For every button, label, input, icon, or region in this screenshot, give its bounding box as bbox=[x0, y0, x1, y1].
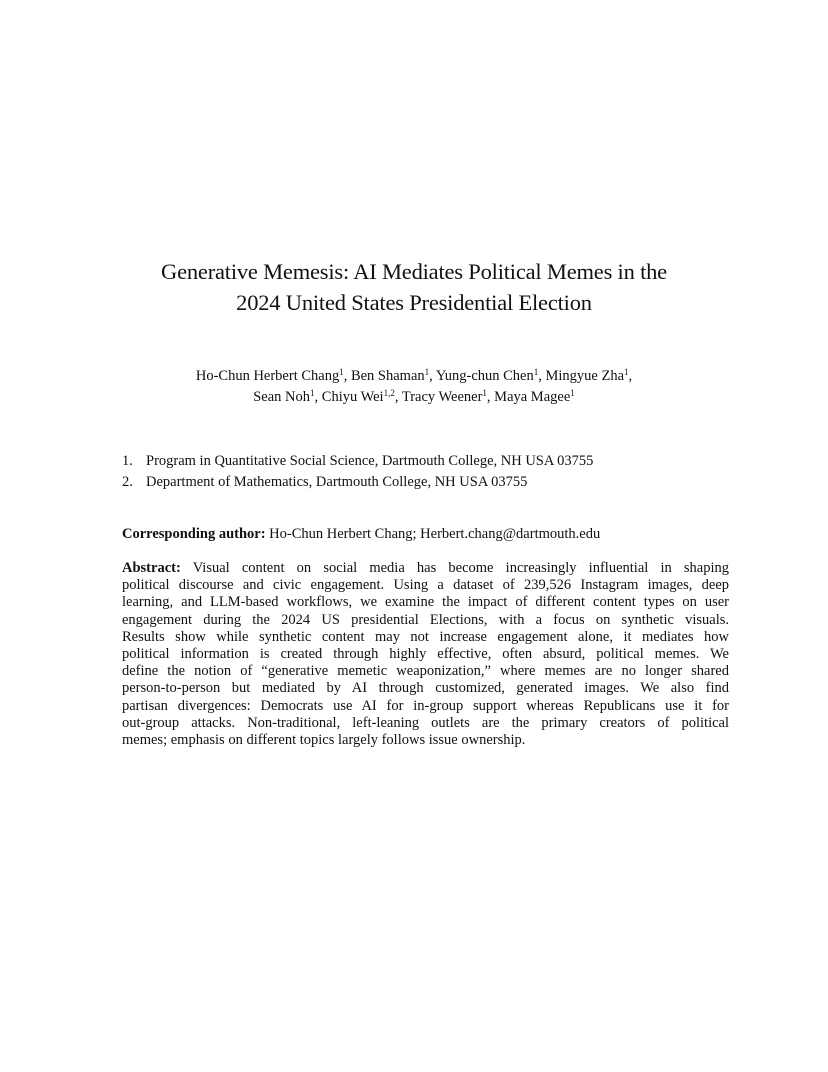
author: Maya Magee$^1$ bbox=[494, 388, 575, 405]
abstract-line: person-to-person but mediated by AI through customized, generated images. We also find bbox=[122, 680, 729, 697]
abstract-line: define the notion of “generative memetic weaponization,” where memes are no longer shared bbox=[122, 663, 729, 680]
author: Mingyue Zha$^1$, bbox=[545, 367, 633, 384]
title-line-2: 2024 United States Presidential Election bbox=[236, 290, 592, 315]
abstract-line: out-group attacks. Non-traditional, left-leaning outlets are the primary creators of political bbox=[122, 714, 729, 731]
abstract-line: partisan divergences: Democrats use AI for in-group support whereas Republicans use it for bbox=[122, 697, 729, 714]
abstract bbox=[122, 560, 729, 749]
affiliation-list bbox=[122, 451, 593, 493]
abstract-line: Abstract: Visual content on social media has become increasingly influential in shaping bbox=[122, 560, 729, 576]
author: Ben Shaman$^1$, bbox=[350, 367, 436, 384]
abstract-line: engagement during the 2024 US presidential Elections, with a focus on synthetic visuals. bbox=[122, 611, 729, 628]
abstract-line: learning, and LLM-based workflows, we examine the impact of different content types on user bbox=[122, 594, 729, 611]
author-line-1 bbox=[80, 366, 748, 387]
abstract-line: political information is created through highly effective, often absurd, political memes. We bbox=[122, 646, 729, 663]
abstract-line: Results show while synthetic content may not increase engagement alone, it mediates how bbox=[122, 628, 729, 645]
author: Ho-Chun Herbert Chang$^1$, bbox=[195, 367, 351, 384]
abstract-label: Abstract: bbox=[122, 560, 181, 576]
paper-title bbox=[60, 256, 768, 318]
title-line-1: Generative Memesis: AI Mediates Political Memes in the bbox=[161, 259, 667, 284]
affiliation-item: 2. Department of Mathematics, Dartmouth College, NH USA 03755 bbox=[122, 474, 528, 490]
corresponding-text: Ho-Chun Herbert Chang; Herbert.chang@dartmouth.edu bbox=[265, 526, 601, 542]
corresponding-author bbox=[122, 524, 600, 545]
author-list bbox=[80, 366, 748, 408]
corresponding-label: Corresponding author: bbox=[122, 526, 266, 542]
author-line-2 bbox=[80, 387, 748, 408]
author: Sean Noh$^1$, bbox=[253, 388, 322, 405]
abstract-line: memes; emphasis on different topics largely follows issue ownership. bbox=[122, 732, 526, 749]
author: Chiyu Wei$^{1,2}$, bbox=[321, 388, 402, 405]
abstract-line: political discourse and civic engagement. Using a dataset of 239,526 Instagram images, deep bbox=[122, 577, 729, 594]
author: Yung-chun Chen$^1$, bbox=[435, 367, 546, 384]
affiliation-item: 1. Program in Quantitative Social Science, Dartmouth College, NH USA 03755 bbox=[122, 453, 594, 469]
author: Tracy Weener$^1$, bbox=[401, 388, 495, 405]
